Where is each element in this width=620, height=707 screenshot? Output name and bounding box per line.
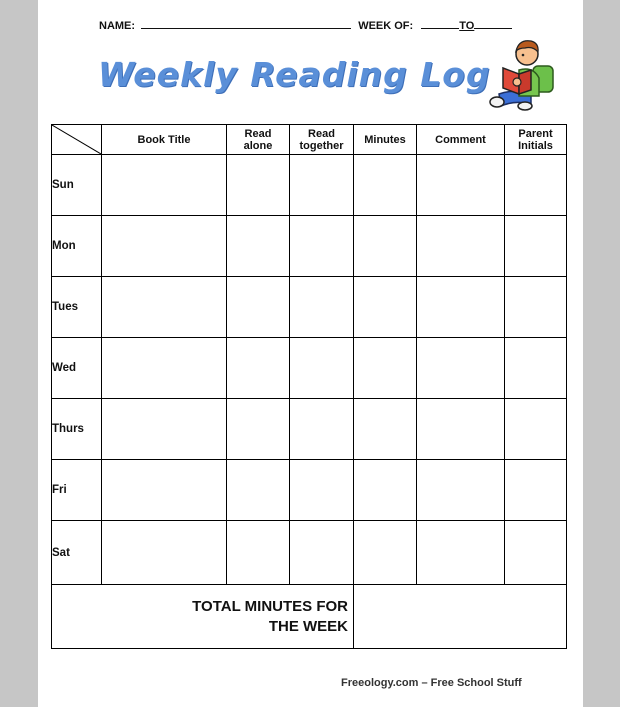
- read-alone-cell[interactable]: [227, 399, 290, 460]
- read-alone-cell[interactable]: [227, 521, 290, 585]
- table-row: [52, 399, 567, 460]
- column-header-minutes: Minutes: [354, 125, 417, 155]
- table-row: [52, 155, 567, 216]
- table-row: [52, 216, 567, 277]
- read-together-cell[interactable]: [290, 399, 354, 460]
- day-label-sun: Sun: [52, 155, 102, 216]
- worksheet-page: [38, 0, 583, 707]
- week-of-label: WEEK OF:: [358, 20, 414, 32]
- total-minutes-cell[interactable]: [354, 585, 567, 649]
- column-header-parent-initials: Parent Initials: [505, 125, 567, 155]
- day-label-tues: Tues: [52, 277, 102, 338]
- minutes-cell[interactable]: [354, 399, 417, 460]
- minutes-cell[interactable]: [354, 216, 417, 277]
- read-alone-cell[interactable]: [227, 277, 290, 338]
- comment-cell[interactable]: [417, 399, 505, 460]
- book-title-cell[interactable]: [102, 277, 227, 338]
- comment-cell[interactable]: [417, 521, 505, 585]
- table-header-row: [52, 125, 567, 155]
- total-minutes-label: [52, 585, 354, 649]
- header-fields: [99, 17, 559, 33]
- total-row: [52, 585, 567, 649]
- table-row: [52, 338, 567, 399]
- minutes-cell[interactable]: [354, 277, 417, 338]
- parent-initials-cell[interactable]: [505, 216, 567, 277]
- read-together-cell[interactable]: [290, 338, 354, 399]
- day-label-fri: Fri: [52, 460, 102, 521]
- comment-cell[interactable]: [417, 460, 505, 521]
- footer-credit: Freeology.com – Free School Stuff: [341, 677, 522, 689]
- minutes-cell[interactable]: [354, 338, 417, 399]
- table-row: [52, 521, 567, 585]
- parent-initials-cell[interactable]: [505, 460, 567, 521]
- book-title-cell[interactable]: [102, 399, 227, 460]
- comment-cell[interactable]: [417, 338, 505, 399]
- page-title: Weekly Reading Log: [98, 55, 491, 94]
- to-label: TO: [459, 20, 475, 32]
- read-together-cell[interactable]: [290, 277, 354, 338]
- day-label-sat: Sat: [52, 521, 102, 585]
- read-together-cell[interactable]: [290, 216, 354, 277]
- minutes-cell[interactable]: [354, 460, 417, 521]
- read-alone-cell[interactable]: [227, 216, 290, 277]
- total-label-line-2: THE WEEK: [268, 617, 348, 635]
- book-title-cell[interactable]: [102, 155, 227, 216]
- book-title-cell[interactable]: [102, 521, 227, 585]
- column-header-read-alone: Read alone: [227, 125, 290, 155]
- read-alone-cell[interactable]: [227, 460, 290, 521]
- read-together-cell[interactable]: [290, 460, 354, 521]
- corner-cell: [52, 125, 102, 155]
- day-label-thurs: Thurs: [52, 399, 102, 460]
- table-row: [52, 460, 567, 521]
- parent-initials-cell[interactable]: [505, 277, 567, 338]
- book-title-cell[interactable]: [102, 460, 227, 521]
- parent-initials-cell[interactable]: [505, 338, 567, 399]
- parent-initials-cell[interactable]: [505, 521, 567, 585]
- read-alone-cell[interactable]: [227, 155, 290, 216]
- comment-cell[interactable]: [417, 155, 505, 216]
- minutes-cell[interactable]: [354, 155, 417, 216]
- book-title-cell[interactable]: [102, 338, 227, 399]
- total-label-line-1: TOTAL MINUTES FOR: [192, 597, 348, 615]
- reading-log-table: [51, 124, 567, 649]
- read-together-cell[interactable]: [290, 155, 354, 216]
- comment-cell[interactable]: [417, 277, 505, 338]
- parent-initials-cell[interactable]: [505, 399, 567, 460]
- name-label: NAME:: [99, 20, 136, 32]
- minutes-cell[interactable]: [354, 521, 417, 585]
- week-end-blank: [474, 17, 512, 29]
- table-row: [52, 277, 567, 338]
- read-alone-cell[interactable]: [227, 338, 290, 399]
- parent-initials-cell[interactable]: [505, 155, 567, 216]
- column-header-book-title: Book Title: [102, 125, 227, 155]
- name-blank: [141, 17, 351, 29]
- day-label-mon: Mon: [52, 216, 102, 277]
- boy-reading-book-icon: [485, 36, 561, 112]
- read-together-cell[interactable]: [290, 521, 354, 585]
- column-header-read-together: Read together: [290, 125, 354, 155]
- day-label-wed: Wed: [52, 338, 102, 399]
- column-header-comment: Comment: [417, 125, 505, 155]
- week-start-blank: [421, 17, 459, 29]
- comment-cell[interactable]: [417, 216, 505, 277]
- book-title-cell[interactable]: [102, 216, 227, 277]
